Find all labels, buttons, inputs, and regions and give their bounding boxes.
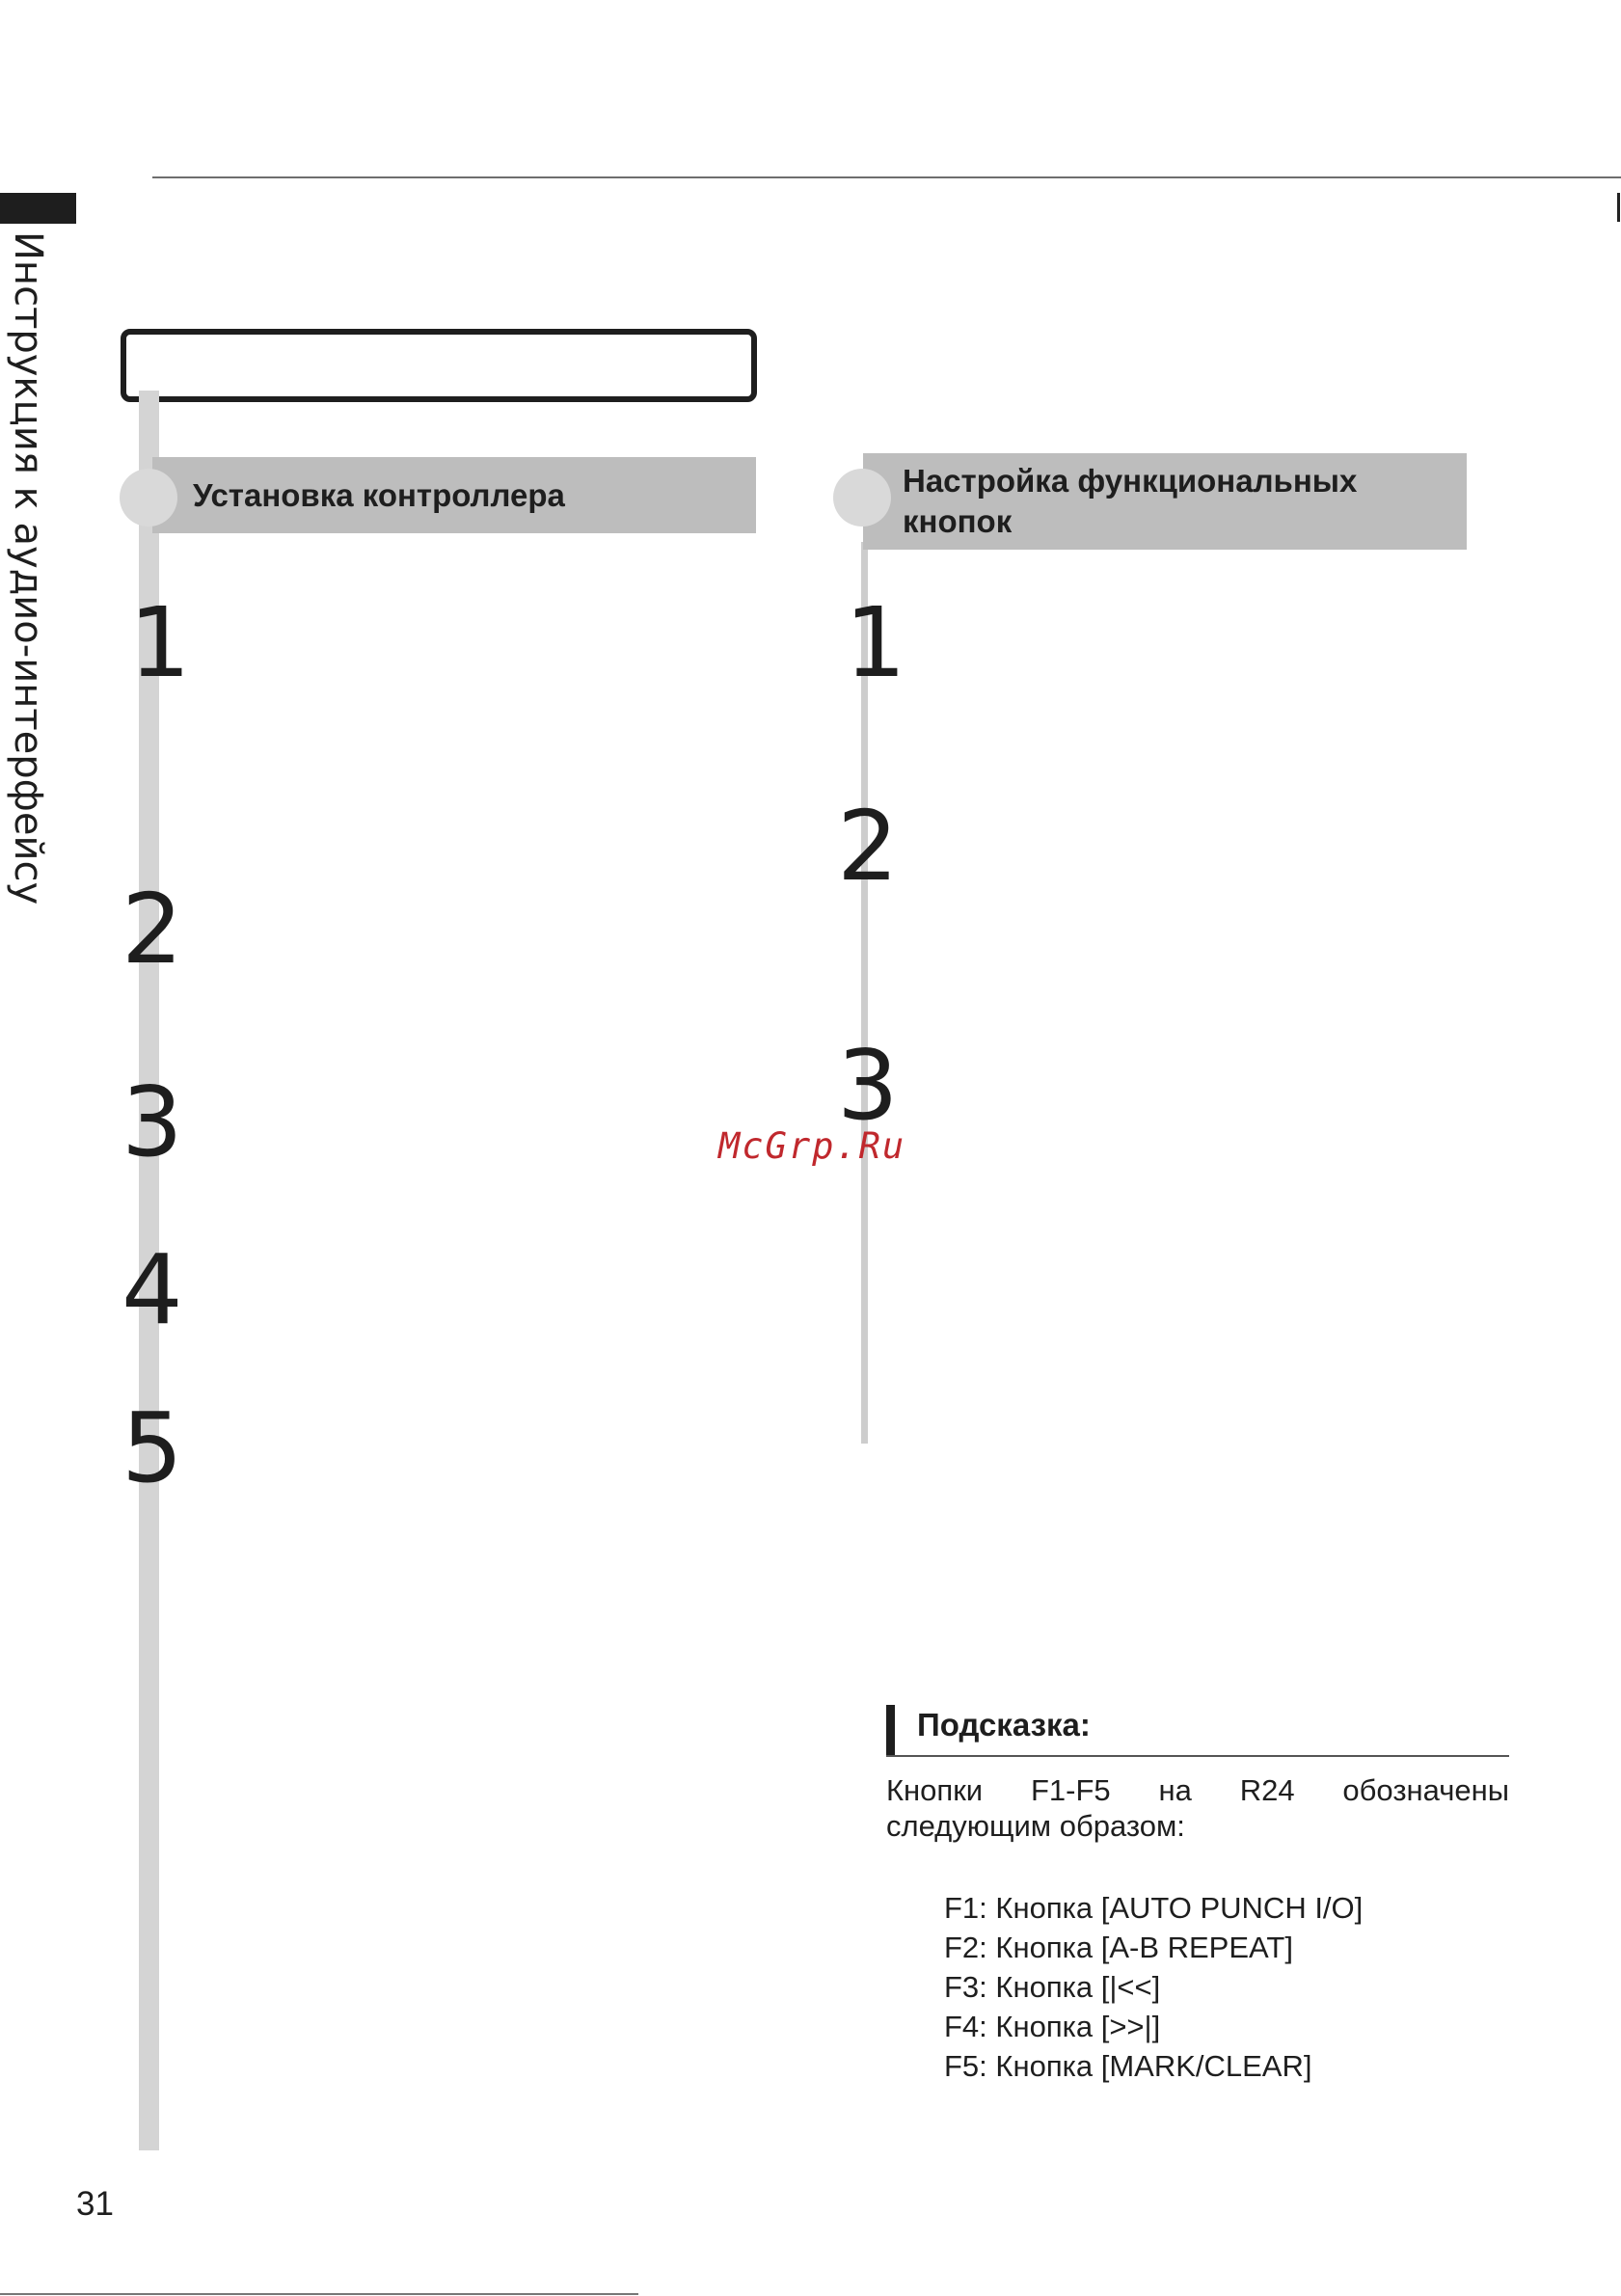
tip-title: Подсказка: [917,1707,1091,1742]
section-title: Настройка функциональных кнопок [903,463,1358,539]
step-number-left-4: 4 [122,1233,183,1346]
list-item: F2: Кнопка [A-B REPEAT] [944,1931,1293,1964]
empty-title-box [121,329,757,402]
section-bullet-left [120,469,177,527]
side-tab-marker [0,193,76,224]
tip-intro-line-1: Кнопки F1-F5 на R24 обозначены [886,1773,1509,1807]
watermark: McGrp.Ru [718,1125,906,1167]
section-title: Установка контроллера [193,476,565,513]
step-number-right-1: 1 [845,586,906,699]
sidebar-title: Инструкция к аудио-интерфейсу [6,231,50,905]
tip-intro-line-2: следующим образом: [886,1809,1185,1843]
list-item: F1: Кнопка [AUTO PUNCH I/O] [944,1891,1364,1925]
list-item: F5: Кнопка [MARK/CLEAR] [944,2049,1312,2083]
page-number: 31 [76,2185,114,2223]
step-number-left-1: 1 [129,586,191,699]
section-header-function-buttons [863,453,1467,550]
top-rule [152,176,1621,178]
step-number-left-5: 5 [122,1391,183,1504]
step-number-left-3: 3 [122,1066,183,1178]
list-item: F3: Кнопка [|<<] [944,1970,1161,2004]
tip-divider [886,1755,1509,1757]
bottom-rule [0,2293,638,2295]
section-header-controller-setup [152,457,756,533]
tip-accent-bar [886,1705,895,1756]
section-bullet-right [833,469,891,527]
step-number-left-2: 2 [122,873,183,986]
top-right-tick [1617,193,1620,222]
list-item: F4: Кнопка [>>|] [944,2010,1161,2043]
step-number-right-3: 3 [837,1029,899,1142]
tip-list [944,1888,1363,2086]
step-number-right-2: 2 [837,790,899,903]
